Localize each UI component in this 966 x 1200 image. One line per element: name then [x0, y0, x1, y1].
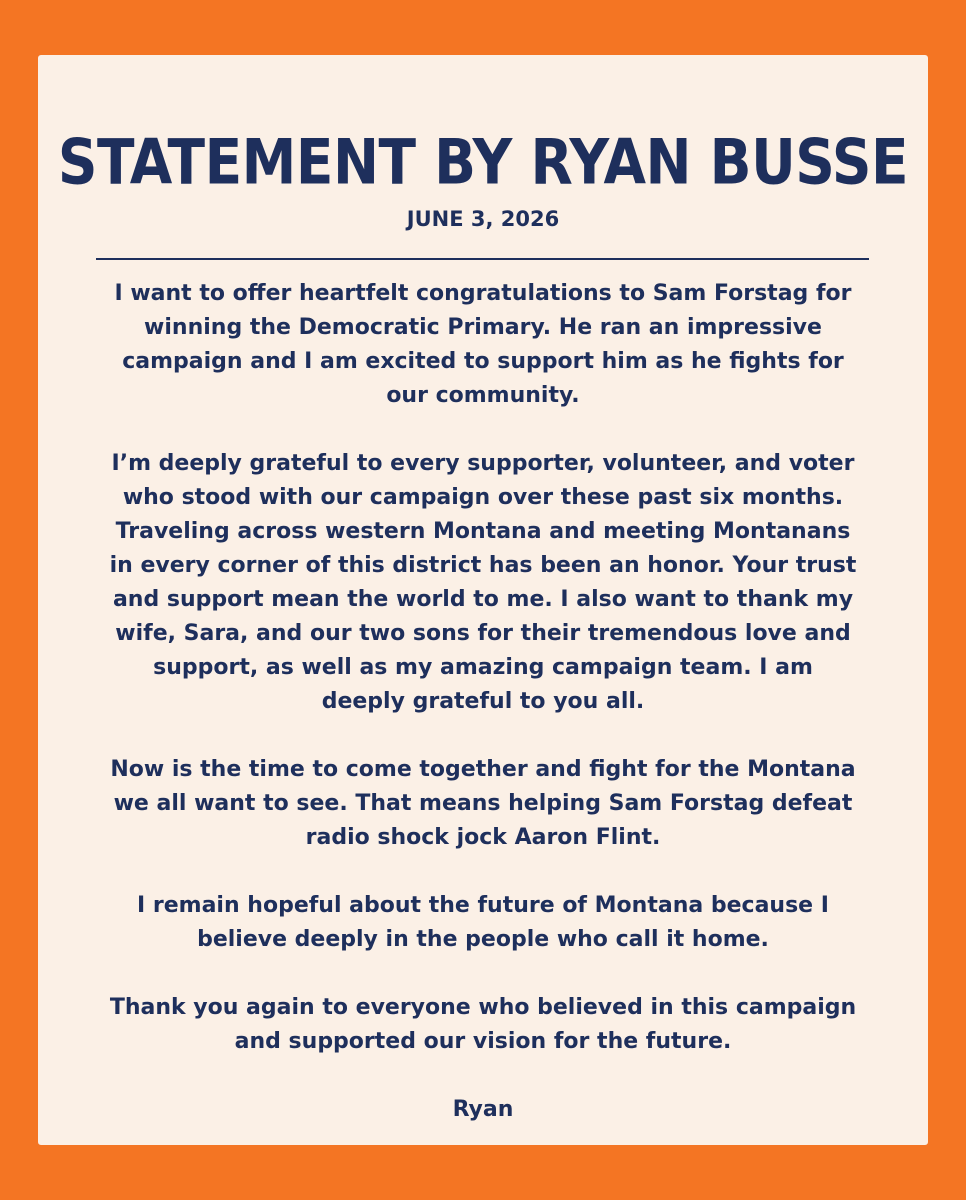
- paragraph-come-together: Now is the time to come together and fight for the Montana we all want to see. That means helping Sam Forstag defeat radio shock jock Aaron Flint.: [110, 757, 856, 850]
- statement-title: STATEMENT BY RYAN BUSSE: [57, 125, 909, 199]
- paragraph-congratulations: I want to offer heartfelt congratulations to Sam Forstag for winning the Democratic Primary. He ran an impressive campaign and I am excited to support him as he fights for our community.: [114, 281, 852, 408]
- paragraph-hopeful: I remain hopeful about the future of Montana because I believe deeply in the people who call it home.: [137, 893, 829, 952]
- signature: Ryan: [452, 1097, 514, 1122]
- divider-line: [96, 258, 869, 260]
- paragraph-gratitude: I’m deeply grateful to every supporter, volunteer, and voter who stood with our campaign over these past six months. Traveling across western Montana and meeting Montanans in every corner of this district has been an honor. Your trust and support mean the world to me. I also want to thank my wife, Sara, and our two sons for their tremendous love and support, as well as my amazing campaign team. I am deeply grateful to you all.: [109, 451, 857, 714]
- statement-card: [38, 55, 928, 1145]
- statement-body: [78, 277, 888, 1127]
- paragraph-thank-you: Thank you again to everyone who believed in this campaign and supported our vision for the future.: [109, 995, 857, 1054]
- statement-date: JUNE 3, 2026: [406, 207, 560, 231]
